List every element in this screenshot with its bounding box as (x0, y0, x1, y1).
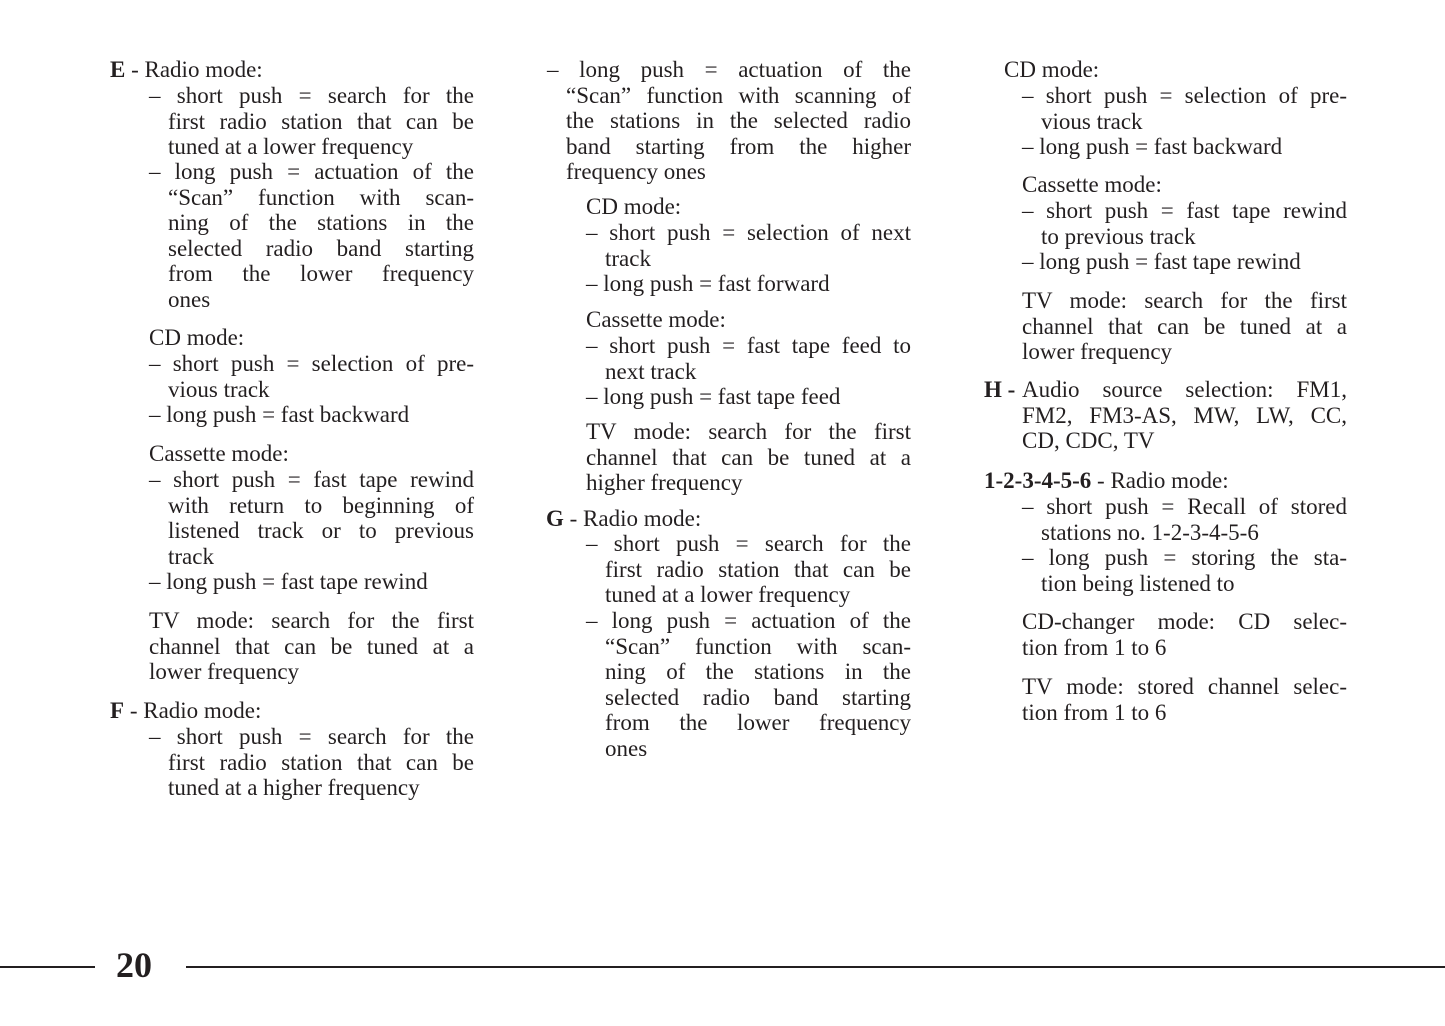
paragraph (1022, 609, 1347, 660)
text-line: Cassette mode: (586, 307, 726, 332)
footer-rule-right (186, 966, 1445, 968)
text-line: CD mode: (586, 194, 682, 219)
section-title: - Radio mode: (125, 57, 263, 82)
paragraph (586, 419, 911, 496)
text-line: band starting from the higher (566, 133, 911, 159)
paragraph (1022, 288, 1347, 365)
text-line: first radio station that can be (168, 749, 474, 775)
list-item (1022, 134, 1347, 160)
section-label: H - (984, 377, 1016, 402)
text-line: from the lower frequency (605, 710, 911, 735)
text-line: track (168, 543, 214, 569)
text-line: – short push = selection of pre- (149, 351, 474, 376)
text-line: – short push = Recall of stored (1022, 494, 1347, 519)
text-line: ones (168, 286, 211, 312)
text-line: tion being listened to (1041, 570, 1235, 596)
text-line: track (605, 245, 651, 271)
paragraph (149, 608, 474, 685)
text-line: Cassette mode: (1022, 172, 1162, 197)
text-line: “Scan” function with scan- (168, 184, 474, 210)
section-title: - Radio mode: (563, 506, 702, 531)
text-line: Cassette mode: (149, 441, 289, 466)
text-line: the stations in the selected radio (566, 108, 911, 133)
text-line: ning of the stations in the (605, 659, 911, 684)
footer-rule-left (0, 966, 95, 968)
text-line: ones (605, 735, 648, 761)
text-line: – short push = fast tape rewind (149, 467, 474, 492)
text-line: – short push = search for the (149, 83, 474, 108)
list-item (149, 569, 474, 595)
paragraph (1004, 57, 1347, 83)
text-line: with return to beginning of (168, 492, 474, 518)
text-line: – long push = fast tape rewind (1022, 249, 1301, 274)
section-label: F (110, 698, 125, 723)
list-item (149, 83, 474, 160)
text-line: next track (605, 358, 697, 384)
text-line: – short push = search for the (149, 724, 474, 749)
section-label: E (110, 57, 126, 82)
section-heading (984, 468, 1347, 494)
section-label: 1-2-3-4-5-6 (984, 468, 1092, 493)
text-line: – long push = fast backward (1022, 134, 1283, 159)
text-line: – long push = fast tape rewind (149, 569, 428, 594)
list-item (586, 531, 911, 608)
text-line (110, 57, 474, 83)
paragraph (149, 325, 474, 351)
section-label: G (546, 506, 564, 531)
text-line: channel that can be tuned at a (1022, 313, 1347, 339)
text-line (984, 468, 1347, 494)
text-line: – long push = fast tape feed (586, 384, 841, 409)
text-line: frequency ones (566, 159, 706, 184)
text-line: selected radio band starting (168, 235, 474, 261)
text-line: “Scan” function with scanning of (566, 82, 911, 108)
text-line: from the lower frequency (168, 261, 474, 286)
text-line: – short push = selection of pre- (1022, 83, 1347, 108)
section-heading (110, 57, 474, 83)
text-line: TV mode: search for the first (1022, 288, 1347, 313)
text-line: CD mode: (1004, 57, 1100, 82)
paragraph (149, 441, 474, 467)
text-line: – long push = actuation of the (547, 57, 911, 82)
text-line: tuned at a higher frequency (168, 775, 420, 800)
text-line: lower frequency (149, 659, 300, 684)
text-line: TV mode: stored channel selec- (1022, 674, 1347, 699)
text-line: – long push = fast forward (586, 271, 830, 296)
paragraph (1022, 674, 1347, 725)
text-line: FM2, FM3-AS, MW, LW, CC, (1022, 402, 1347, 428)
text-line: CD mode: (149, 325, 245, 350)
list-item (1022, 249, 1347, 275)
section-heading (110, 698, 474, 724)
list-item (547, 57, 911, 185)
text-line: – short push = selection of next (586, 220, 911, 245)
text-line: TV mode: search for the first (586, 419, 911, 444)
section-title: - Radio mode: (1091, 468, 1229, 493)
text-line: Audio source selection: FM1, (1022, 377, 1347, 402)
text-line: to previous track (1041, 223, 1196, 249)
paragraph (586, 194, 911, 220)
list-item (586, 271, 911, 297)
text-line: tion from 1 to 6 (1022, 634, 1167, 660)
text-line: first radio station that can be (605, 556, 911, 582)
section-title: - Radio mode: (124, 698, 262, 723)
text-line: CD, CDC, TV (1022, 428, 1155, 453)
text-line: – short push = search for the (586, 531, 911, 556)
text-line: – long push = actuation of the (586, 608, 911, 633)
text-line: – short push = fast tape feed to (586, 333, 911, 358)
paragraph (1022, 172, 1347, 198)
list-item (1022, 494, 1347, 545)
list-item (149, 159, 474, 312)
list-item (1022, 198, 1347, 249)
list-item (1022, 545, 1347, 596)
text-line: first radio station that can be (168, 108, 474, 134)
text-line: tuned at a lower frequency (168, 134, 414, 159)
text-line: channel that can be tuned at a (586, 444, 911, 470)
text-line: – short push = fast tape rewind (1022, 198, 1347, 223)
text-line: ning of the stations in the (168, 210, 474, 235)
text-line: stations no. 1-2-3-4-5-6 (1041, 519, 1259, 545)
list-item (149, 402, 474, 428)
text-line: vious track (1041, 108, 1143, 134)
text-line: – long push = actuation of the (149, 159, 474, 184)
text-line: – long push = storing the sta- (1022, 545, 1347, 570)
text-line: – long push = fast backward (149, 402, 410, 427)
paragraph (586, 307, 911, 333)
text-line: lower frequency (1022, 339, 1173, 364)
text-line: tuned at a lower frequency (605, 582, 851, 607)
list-item (586, 384, 911, 410)
list-item (586, 220, 911, 271)
text-line: higher frequency (586, 470, 743, 495)
text-line: tion from 1 to 6 (1022, 699, 1167, 725)
list-item (586, 333, 911, 384)
text-line (546, 506, 911, 532)
page-number: 20 (116, 945, 152, 985)
text-line: “Scan” function with scan- (605, 633, 911, 659)
section-heading (546, 506, 911, 532)
text-line: CD-changer mode: CD selec- (1022, 609, 1347, 634)
section-heading (984, 377, 1347, 454)
text-line: channel that can be tuned at a (149, 633, 474, 659)
list-item (149, 467, 474, 569)
list-item (1022, 83, 1347, 134)
list-item (586, 608, 911, 761)
text-line: selected radio band starting (605, 684, 911, 710)
text-line: TV mode: search for the first (149, 608, 474, 633)
text-line: vious track (168, 376, 270, 402)
text-line (110, 698, 474, 724)
list-item (149, 351, 474, 402)
text-line: listened track or to previous (168, 518, 474, 543)
list-item (149, 724, 474, 801)
